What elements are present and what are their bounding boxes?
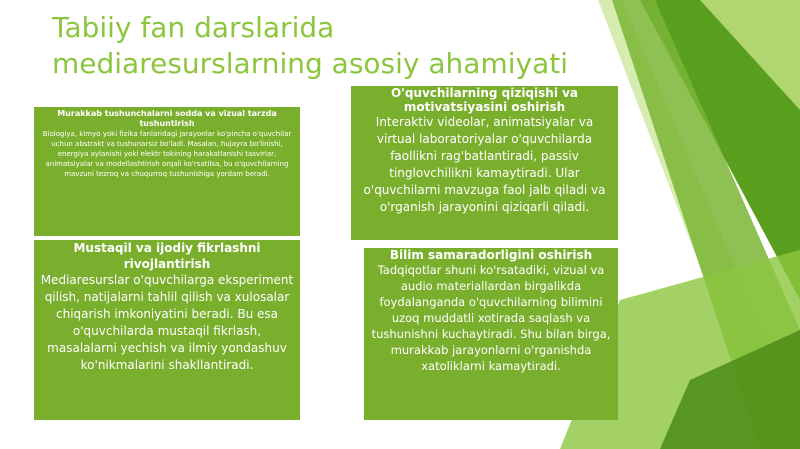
content-box-efficiency (364, 248, 618, 420)
box-body: Tadqiqotlar shuni ko'rsatadiki, vizual va audio materiallardan birgalikda foydalanganda o'quvchilarning bilimini uzoq muddatli xotirada saqlash va tushunishni kuchaytiradi. Shu bilan birga, murakkab jarayonlarni o'rganishda xatoliklarni kamaytiradi. (371, 263, 611, 373)
content-box-creative-thinking (34, 240, 300, 420)
content-box-simplify (34, 107, 300, 236)
box-heading: O'quvchilarning qiziqishi va motivatsiyasini oshirish (390, 86, 579, 114)
slide-title: Tabiiy fan darslarida mediaresurslarning asosiy ahamiyati (52, 11, 568, 80)
box-body: Mediaresurslar o'quvchilarga eksperiment qilish, natijalarni tahlil qilish va xulosalar chiqarish imkoniyatini beradi. Bu esa o'quvchilarda mustaqil fikrlash, masalalarni yechish va ilmiy yondashuv ko'nikmalarini shakllantiradi. (40, 273, 294, 372)
content-box-motivation (351, 86, 618, 240)
box-heading: Mustaqil va ijodiy fikrlashni rivojlantirish (73, 241, 261, 271)
box-heading: Murakkab tushunchalarni sodda va vizual tarzda tushuntirish (57, 109, 277, 128)
box-body: Interaktiv videolar, animatsiyalar va virtual laboratoriyalar o'quvchilarda faollikni rag'batlantiradi, passiv tinglovchilikni kamaytiradi. Ular o'quvchilarni mavzuga faol jalb qiladi va o'rganish jarayonini qiziqarli qiladi. (363, 115, 606, 214)
box-heading: Bilim samaradorligini oshirish (389, 248, 593, 262)
box-body: Biologiya, kimyo yoki fizika fanlaridagi jarayonlar ko'pincha o'quvchilar uchun abstrakt va tushunarsiz bo'ladi. Masalan, hujayra bo'linishi, energiya aylanishi yoki elektr tokining harakatlanishi tasvirlar, animatsiyalar va modellashtirish orqali ko'rsatilsa, bu o'quvchilarning mavzuni tezroq va chuqurroq tushunishiga yordam beradi. (42, 130, 292, 178)
